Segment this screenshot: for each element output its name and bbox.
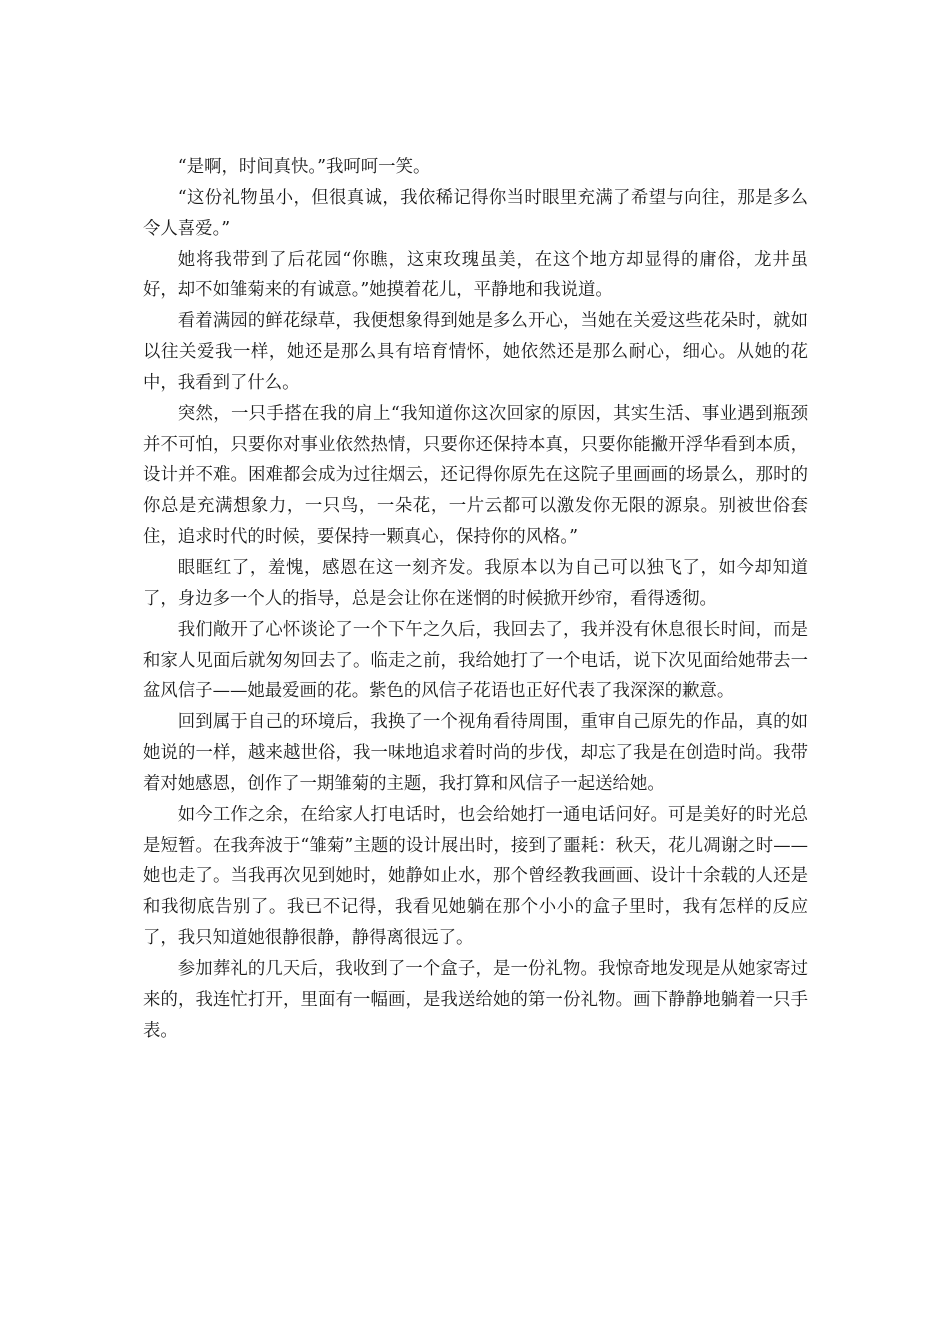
paragraph-8: 回到属于自己的环境后，我换了一个视角看待周围，重审自己原先的作品，真的如她说的一样，越来越世俗，我一味地追求着时尚的步伐，却忘了我是在创造时尚。我带着对她感恩，创作了一期雏菊的主题，我打算和风信子一起送给她。 — [143, 712, 808, 794]
paragraph-9: 如今工作之余，在给家人打电话时，也会给她打一通电话问好。可是美好的时光总是短暂。在我奔波于“雏菊”主题的设计展出时，接到了噩耗：秋天，花儿凋谢之时——她也走了。当我再次见到她时，她静如止水，那个曾经教我画画、设计十余载的人还是和我彻底告别了。我已不记得，我看见她躺在那个小小的盒子里时，我有怎样的反应了，我只知道她很静很静，静得离很远了。 — [143, 804, 808, 949]
body-text — [143, 152, 808, 1046]
paragraph-5: 突然，一只手搭在我的肩上“我知道你这次回家的原因，其实生活、事业遇到瓶颈并不可怕，只要你对事业依然热情，只要你还保持本真，只要你能撇开浮华看到本质，设计并不难。困难都会成为过往烟云，还记得你原先在这院子里画画的场景么，那时的你总是充满想象力，一只鸟，一朵花，一片云都可以激发你无限的源泉。别被世俗套住，追求时代的时候，要保持一颗真心，保持你的风格。” — [143, 403, 808, 548]
paragraph-3: 她将我带到了后花园“你瞧，这束玫瑰虽美，在这个地方却显得的庸俗，龙井虽好，却不如雏菊来的有诚意。”她摸着花儿，平静地和我说道。 — [143, 249, 808, 301]
paragraph-1: “是啊，时间真快。”我呵呵一笑。 — [177, 157, 431, 177]
paragraph-4: 看着满园的鲜花绿草，我便想象得到她是多么开心，当她在关爱这些花朵时，就如以往关爱我一样，她还是那么具有培育情怀，她依然还是那么耐心，细心。从她的花中，我看到了什么。 — [143, 311, 808, 393]
paragraph-2: “这份礼物虽小，但很真诚，我依稀记得你当时眼里充满了希望与向往，那是多么令人喜爱。” — [143, 187, 808, 239]
paragraph-6: 眼眶红了，羞愧，感恩在这一刻齐发。我原本以为自己可以独飞了，如今却知道了，身边多一个人的指导，总是会让你在迷惘的时候掀开纱帘，看得透彻。 — [143, 557, 808, 609]
paragraph-7: 我们敞开了心怀谈论了一个下午之久后，我回去了，我并没有休息很长时间，而是和家人见面后就匆匆回去了。临走之前，我给她打了一个电话，说下次见面给她带去一盆风信子——她最爱画的花。紫色的风信子花语也正好代表了我深深的歉意。 — [143, 619, 808, 702]
paragraph-10: 参加葬礼的几天后，我收到了一个盒子，是一份礼物。我惊奇地发现是从她家寄过来的，我连忙打开，里面有一幅画，是我送给她的第一份礼物。画下静静地躺着一只手表。 — [143, 958, 808, 1041]
